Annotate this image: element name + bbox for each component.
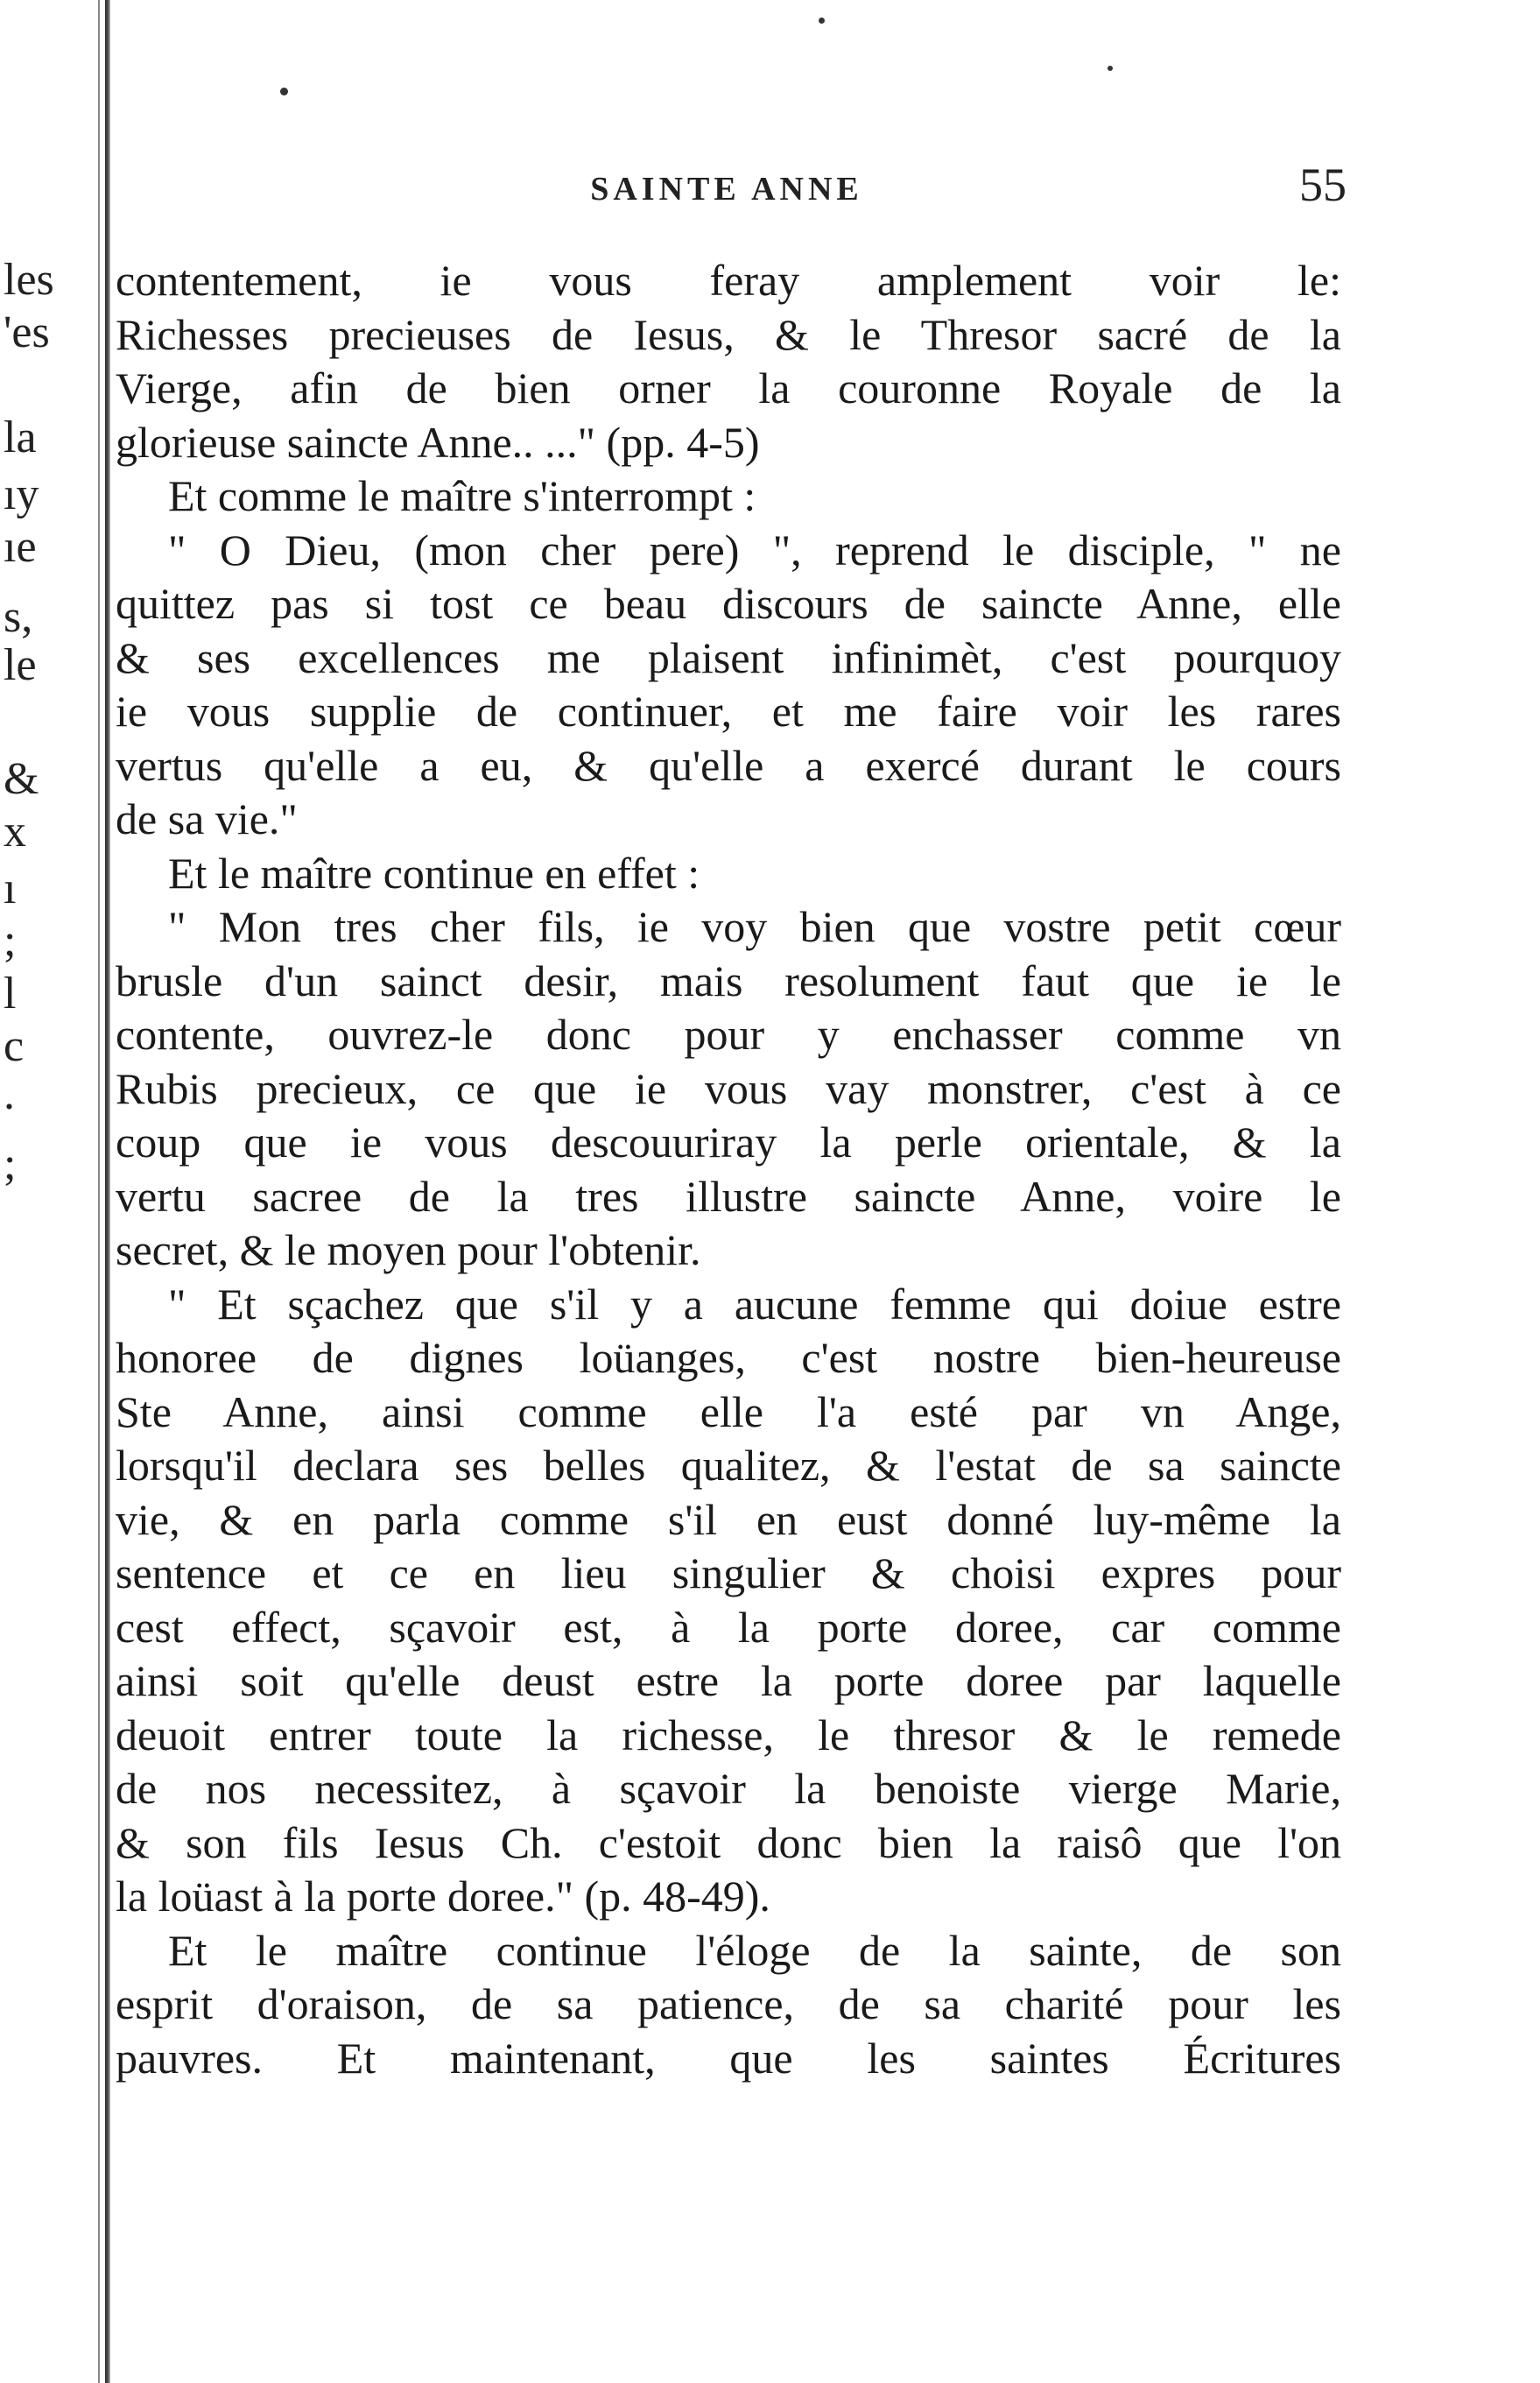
text-line: pauvres. Et maintenant, que les saintes Écritures	[116, 2033, 1341, 2083]
margin-fragment: ıy	[4, 469, 39, 519]
adjacent-page-fragments	[0, 0, 96, 2383]
text-line: glorieuse saincte Anne.. ..." (pp. 4-5)	[116, 417, 760, 467]
text-line: Et le maître continue l'éloge de la sainte, de son	[168, 1925, 1341, 1975]
text-line: " Et sçachez que s'il y a aucune femme qui doiue estre	[168, 1279, 1341, 1329]
page-header	[114, 158, 1347, 219]
page-number: 55	[1299, 159, 1347, 211]
text-line: vertus qu'elle a eu, & qu'elle a exercé durant le cours	[116, 740, 1341, 790]
text-line: quittez pas si tost ce beau discours de saincte Anne, elle	[116, 579, 1341, 628]
text-line: contentement, ie vous feray amplement voir le:	[116, 256, 1341, 305]
margin-fragment: &	[4, 754, 39, 804]
margin-fragment: ;	[4, 1139, 17, 1189]
text-line: brusle d'un sainct desir, mais resolument faut que ie le	[116, 955, 1341, 1005]
speck	[1108, 66, 1113, 71]
text-line: " O Dieu, (mon cher pere) ", reprend le disciple, " ne	[168, 525, 1341, 575]
text-line: lorsqu'il declara ses belles qualitez, & l'estat de sa saincte	[116, 1441, 1341, 1490]
text-line: honoree de dignes loüanges, c'est nostre bien-heureuse	[116, 1333, 1341, 1382]
margin-fragment: .	[4, 1069, 15, 1119]
text-line: de sa vie."	[116, 794, 298, 843]
text-line: & son fils Iesus Ch. c'estoit donc bien la raisô que l'on	[116, 1817, 1341, 1867]
text-line: sentence et ce en lieu singulier & choisi expres pour	[116, 1548, 1341, 1597]
text-line: Ste Anne, ainsi comme elle l'a esté par vn Ange,	[116, 1386, 1341, 1436]
text-line: ie vous supplie de continuer, et me faire voir les rares	[116, 687, 1341, 736]
margin-fragment: x	[4, 807, 26, 857]
text-line: ainsi soit qu'elle deust estre la porte doree par laquelle	[116, 1656, 1341, 1705]
text-line: vertu sacree de la tres illustre saincte Anne, voire le	[116, 1171, 1341, 1221]
text-line: Et le maître continue en effet :	[168, 848, 700, 898]
margin-fragment: ı	[4, 864, 17, 913]
text-line: la loüast à la porte doree." (p. 48-49).	[116, 1872, 770, 1921]
speck	[819, 18, 825, 24]
text-line: Rubis precieux, ce que ie vous vay monstrer, c'est à ce	[116, 1063, 1341, 1113]
text-line: Vierge, afin de bien orner la couronne Royale de la	[116, 363, 1341, 412]
text-line: esprit d'oraison, de sa patience, de sa charité pour les	[116, 1979, 1341, 2028]
text-line: cest effect, sçavoir est, à la porte doree, car comme	[116, 1602, 1341, 1652]
text-line: de nos necessitez, à sçavoir la benoiste vierge Marie,	[116, 1764, 1341, 1813]
margin-fragment: l	[4, 969, 17, 1019]
margin-fragment: les	[4, 255, 54, 305]
margin-fragment: la	[4, 412, 37, 462]
text-line: " Mon tres cher fils, ie voy bien que vostre petit cœur	[168, 902, 1341, 951]
text-line: vie, & en parla comme s'il en eust donné luy-même la	[116, 1494, 1341, 1544]
text-line: coup que ie vous descouuriray la perle orientale, & la	[116, 1117, 1341, 1167]
binding-shadow	[98, 0, 100, 2383]
text-line: deuoit entrer toute la richesse, le thresor & le remede	[116, 1710, 1341, 1759]
binding-edge	[105, 0, 110, 2383]
text-line: Richesses precieuses de Iesus, & le Thresor sacré de la	[116, 309, 1341, 359]
margin-fragment: 'es	[4, 307, 50, 357]
margin-fragment: ;	[4, 916, 17, 966]
text-line: secret, & le moyen pour l'obtenir.	[116, 1225, 701, 1274]
text-line: & ses excellences me plaisent infinimèt, c'est pourquoy	[116, 632, 1341, 682]
margin-fragment: s,	[4, 592, 33, 642]
margin-fragment: ıe	[4, 522, 37, 572]
margin-fragment: le	[4, 640, 37, 690]
text-line: Et comme le maître s'interrompt :	[168, 471, 756, 520]
margin-fragment: c	[4, 1021, 25, 1071]
speck	[280, 88, 288, 95]
running-title: SAINTE ANNE	[590, 171, 863, 208]
text-line: contente, ouvrez-le donc pour y enchasser comme vn	[116, 1010, 1341, 1059]
page-body-text	[116, 254, 1341, 2085]
